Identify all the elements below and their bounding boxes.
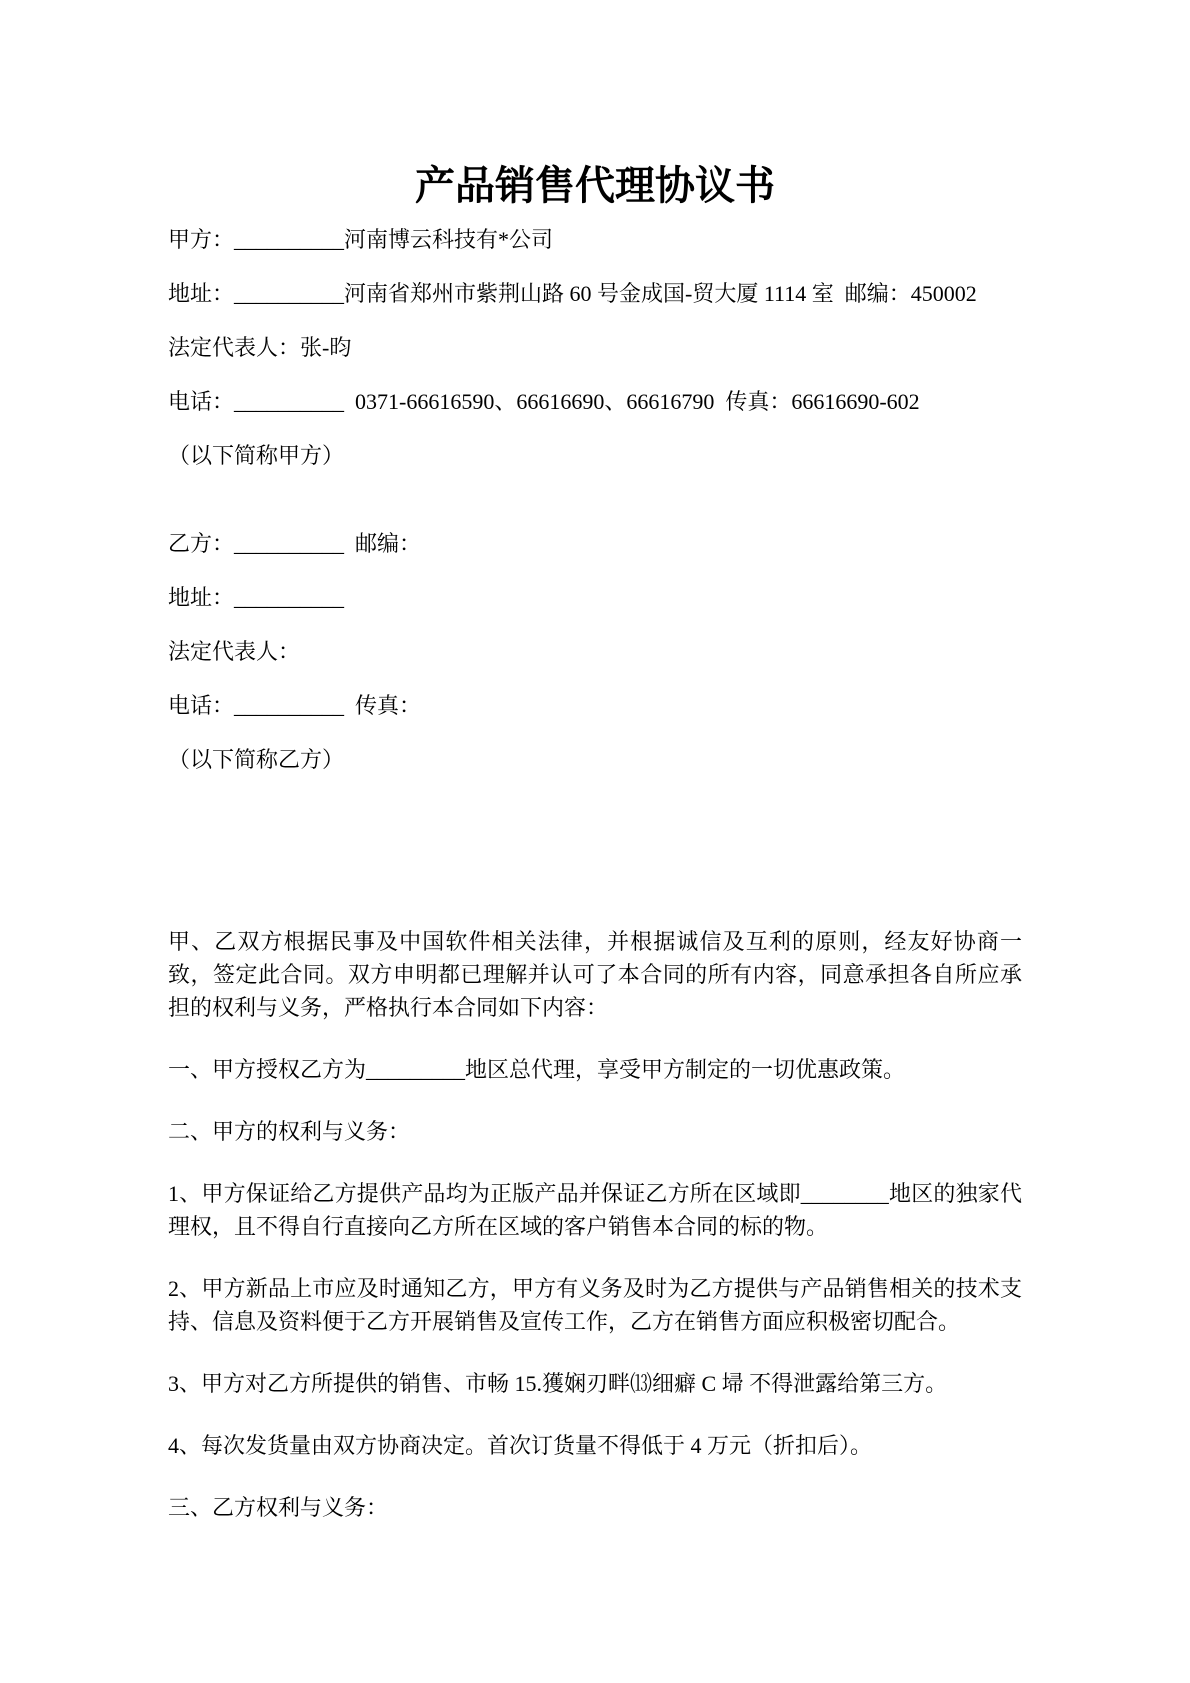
preamble-paragraph: 甲、乙双方根据民事及中国软件相关法律，并根据诚信及互利的原则，经友好协商一致，签定此合同。双方申明都已理解并认可了本合同的所有内容，同意承担各自所应承担的权利与义务，严格执行本合同如下内容： (168, 929, 1022, 1020)
clause-1-authorization: 一、甲方授权乙方为_________地区总代理，享受甲方制定的一切优惠政策。 (168, 1057, 906, 1082)
party-a-legal-rep-line: 法定代表人：张-昀 (168, 335, 352, 360)
clause-2-heading: 二、甲方的权利与义务： (168, 1119, 411, 1144)
party-b-address-line: 地址：__________ (168, 585, 345, 610)
clause-2-item-4: 4、每次发货量由双方协商决定。首次订货量不得低于 4 万元（折扣后）。 (168, 1433, 873, 1458)
party-b-alias-line: （以下简称乙方） (168, 747, 345, 772)
clause-3-heading: 三、乙方权利与义务： (168, 1495, 389, 1520)
party-a-alias-line: （以下简称甲方） (168, 443, 345, 468)
section-gap (168, 493, 1022, 527)
clause-2-item-3: 3、甲方对乙方所提供的销售、市畅 15.獲娴刃畔⒀细癖 C 埽 不得泄露给第三方。 (168, 1371, 948, 1396)
clause-2-item-1: 1、甲方保证给乙方提供产品均为正版产品并保证乙方所在区域即________地区的独家代理权，且不得自行直接向乙方所在区域的客户销售本合同的标的物。 (168, 1181, 1022, 1239)
doc-title: 产品销售代理协议书 (415, 163, 775, 208)
party-a-address-line: 地址：__________河南省郑州市紫荆山路 60 号金成国-贸大厦 1114 室 邮编：450002 (168, 281, 977, 306)
party-a-phone-line: 电话：__________ 0371-66616590、66616690、66616790 传真：66616690-602 (168, 389, 920, 414)
clause-2-item-2: 2、甲方新品上市应及时通知乙方，甲方有义务及时为乙方提供与产品销售相关的技术支持、信息及资料便于乙方开展销售及宣传工作，乙方在销售方面应积极密切配合。 (168, 1276, 1022, 1334)
party-b-phone-line: 电话：__________ 传真： (168, 693, 422, 718)
party-b-legal-rep-line: 法定代表人： (168, 639, 301, 664)
party-a-name-line: 甲方：__________河南博云科技有*公司 (168, 227, 554, 252)
section-gap (168, 797, 1022, 925)
party-b-name-line: 乙方：__________ 邮编： (168, 531, 422, 556)
